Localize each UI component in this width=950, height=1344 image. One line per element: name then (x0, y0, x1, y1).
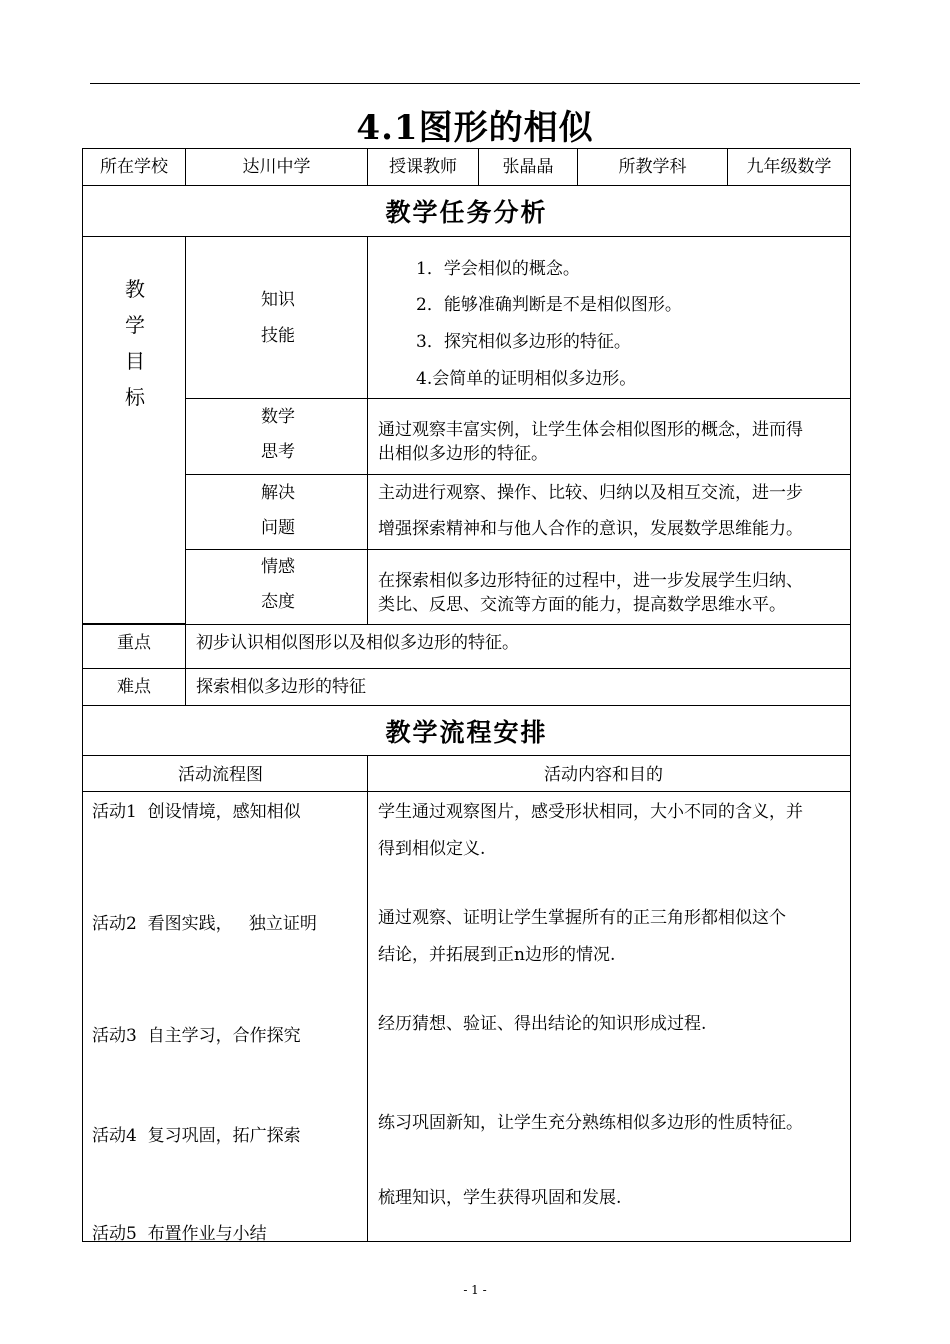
problem-solving-content: 主动进行观察、操作、比较、归纳以及相互交流，进一步 增强探索精神和与他人合作的意识，发展数学思维能力。 (367, 474, 851, 550)
process-heading: 教学流程安排 (82, 705, 851, 756)
activity-item: 活动5 布置作业与小结 (92, 1224, 267, 1244)
school-value: 达川中学 (185, 148, 368, 186)
content-line: 通过观察、证明让学生掌握所有的正三角形都相似这个 (378, 908, 786, 928)
content-line: 学生通过观察图片，感受形状相同，大小不同的含义，并 (378, 802, 803, 822)
activity-item: 活动4 复习巩固，拓广探索 (92, 1126, 301, 1146)
process-col1-header: 活动流程图 (82, 755, 368, 792)
knowledge-skill-label: 知识 技能 (185, 236, 368, 399)
activity-list (82, 791, 368, 1242)
difficulty-label: 难点 (82, 668, 186, 706)
goals-label: 教 学 目 标 (82, 236, 186, 624)
subject-label: 所教学科 (577, 148, 728, 186)
header-rule (90, 83, 860, 84)
knowledge-skill-content (367, 236, 851, 399)
attitude-content: 在探索相似多边形特征的过程中，进一步发展学生归纳、 类比、反思、交流等方面的能力，提高数学思维水平。 (367, 549, 851, 625)
subject-value: 九年级数学 (727, 148, 851, 186)
content-line: 梳理知识，学生获得巩固和发展. (378, 1188, 622, 1208)
key-point-value: 初步认识相似图形以及相似多边形的特征。 (185, 624, 851, 669)
key-point-label: 重点 (82, 624, 186, 669)
goal-item: 3．探究相似多边形的特征。 (416, 332, 631, 352)
content-line: 得到相似定义. (378, 839, 486, 859)
school-label: 所在学校 (82, 148, 186, 186)
difficulty-value: 探索相似多边形的特征 (185, 668, 851, 706)
task-analysis-heading: 教学任务分析 (82, 185, 851, 237)
activity-item: 活动2 看图实践， 独立证明 (92, 914, 317, 934)
page-number: - 1 - (463, 1283, 487, 1297)
content-line: 经历猜想、验证、得出结论的知识形成过程. (378, 1014, 707, 1034)
content-line: 练习巩固新知，让学生充分熟练相似多边形的性质特征。 (378, 1113, 803, 1133)
page-title: 4.1图形的相似 (356, 108, 594, 148)
problem-solving-label: 解决 问题 (185, 474, 368, 550)
attitude-label: 情感 态度 (185, 549, 368, 625)
teacher-value: 张晶晶 (478, 148, 578, 186)
goal-item: 1．学会相似的概念。 (416, 259, 580, 279)
activity-contents (367, 791, 851, 1242)
activity-item: 活动1 创设情境，感知相似 (92, 802, 301, 822)
math-thinking-content: 通过观察丰富实例，让学生体会相似图形的概念，进而得 出相似多边形的特征。 (367, 398, 851, 475)
teacher-label: 授课教师 (367, 148, 479, 186)
content-line: 结论，并拓展到正n边形的情况. (378, 945, 616, 965)
goal-item: 4.会简单的证明相似多边形。 (416, 369, 637, 389)
goal-item: 2．能够准确判断是不是相似图形。 (416, 295, 682, 315)
activity-item: 活动3 自主学习，合作探究 (92, 1026, 301, 1046)
process-col2-header: 活动内容和目的 (367, 755, 851, 792)
math-thinking-label: 数学 思考 (185, 398, 368, 475)
